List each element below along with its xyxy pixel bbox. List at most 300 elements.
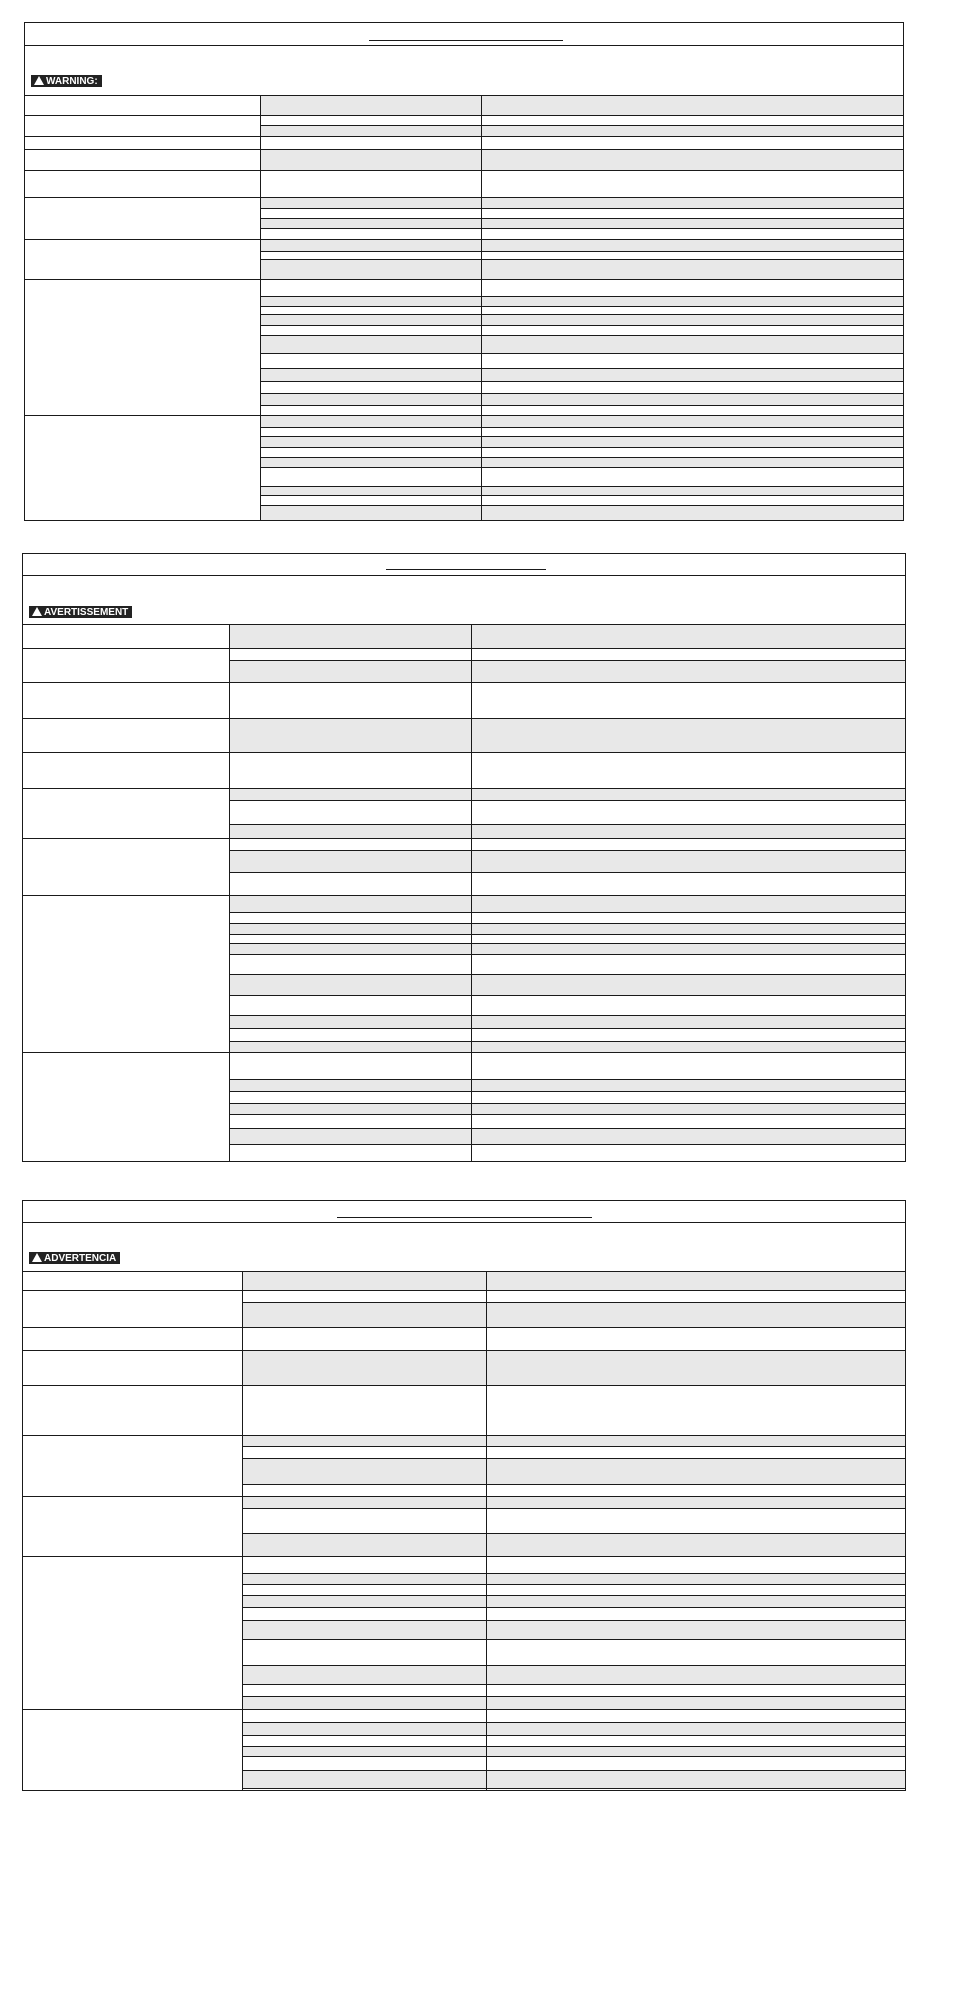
table-row: [260, 136, 903, 149]
troubleshooting-table-spanish: [22, 1200, 906, 1791]
cell-cause: [260, 336, 481, 353]
table-row: [242, 1484, 905, 1496]
cell-solution: [486, 1771, 905, 1788]
table-row: [260, 208, 903, 218]
cell-cause: [229, 944, 471, 954]
cell-solution: [481, 487, 903, 495]
cell-cause: [242, 1640, 486, 1665]
cell-solution: [481, 280, 903, 296]
table-title-row: [23, 554, 905, 576]
cell-solution: [471, 996, 905, 1015]
cell-solution: [481, 458, 903, 467]
table-row: [260, 393, 903, 405]
problem-cell: [23, 1350, 242, 1385]
cell-solution: [471, 839, 905, 850]
cell-cause: [260, 150, 481, 170]
cell-solution: [481, 229, 903, 239]
cell-cause: [229, 1104, 471, 1114]
table-row: [242, 1385, 905, 1435]
table-row: [229, 1028, 905, 1041]
cell-cause: [229, 851, 471, 872]
header-cell-solution: [471, 625, 905, 648]
table-row: [242, 1735, 905, 1746]
table-row: [242, 1584, 905, 1595]
warning-label: ADVERTENCIA: [44, 1253, 117, 1264]
header-cell-problem: [25, 96, 260, 115]
cell-cause: [260, 280, 481, 296]
cell-solution: [481, 437, 903, 447]
cell-solution: [481, 326, 903, 335]
cell-solution: [481, 369, 903, 381]
table-row: [260, 149, 903, 170]
table-row: [260, 335, 903, 353]
cell-cause: [242, 1710, 486, 1722]
cell-solution: [471, 924, 905, 934]
cell-cause: [242, 1351, 486, 1385]
header-cell-solution: [486, 1272, 905, 1290]
cell-solution: [486, 1447, 905, 1458]
table-row: [229, 824, 905, 838]
table-row: [260, 427, 903, 436]
header-cell-problem: [23, 625, 229, 648]
table-row: [242, 1684, 905, 1696]
cell-solution: [471, 873, 905, 895]
table-row: [260, 296, 903, 306]
cell-solution: [481, 315, 903, 325]
cell-cause: [242, 1497, 486, 1508]
cell-solution: [486, 1640, 905, 1665]
table-row: [260, 125, 903, 136]
cell-cause: [229, 935, 471, 943]
header-cell-problem: [23, 1272, 242, 1290]
table-row: [260, 314, 903, 325]
cell-cause: [229, 683, 471, 718]
cell-solution: [471, 1145, 905, 1161]
cell-cause: [229, 1029, 471, 1041]
table-row: [260, 325, 903, 335]
table-row: [229, 895, 905, 912]
problem-cell: [25, 197, 260, 239]
problem-cell: [23, 1385, 242, 1435]
cell-cause: [242, 1666, 486, 1684]
table-header-row: [25, 95, 903, 115]
header-cell-solution: [481, 96, 903, 115]
table-row: [260, 495, 903, 505]
problem-cell: [23, 1290, 242, 1327]
cell-cause: [242, 1585, 486, 1595]
cell-solution: [486, 1497, 905, 1508]
problem-cell: [25, 239, 260, 279]
table-row: [229, 1144, 905, 1161]
cell-cause: [260, 428, 481, 436]
table-row: [242, 1458, 905, 1484]
table-row: [260, 405, 903, 415]
cell-solution: [471, 896, 905, 912]
table-row: [260, 239, 903, 251]
cell-cause: [229, 1080, 471, 1091]
cell-solution: [471, 1016, 905, 1028]
cell-cause: [229, 649, 471, 660]
cell-solution: [486, 1557, 905, 1573]
cell-solution: [486, 1747, 905, 1756]
cell-cause: [229, 1145, 471, 1161]
table-row: [229, 974, 905, 995]
table-row: [229, 912, 905, 923]
warning-triangle-icon: [34, 76, 44, 85]
cell-solution: [481, 219, 903, 228]
cell-solution: [471, 851, 905, 872]
problem-cell: [23, 752, 229, 788]
cell-cause: [229, 996, 471, 1015]
cell-cause: [242, 1534, 486, 1556]
table-row: [242, 1709, 905, 1722]
cell-cause: [229, 839, 471, 850]
warning-label: WARNING:: [46, 76, 98, 87]
cell-solution: [486, 1585, 905, 1595]
table-row: [260, 228, 903, 239]
problem-cell: [25, 136, 260, 149]
cell-cause: [260, 354, 481, 368]
problem-cell: [25, 279, 260, 415]
cell-solution: [481, 382, 903, 393]
table-row: [229, 800, 905, 824]
cell-solution: [481, 240, 903, 251]
table-row: [229, 660, 905, 682]
cell-solution: [481, 336, 903, 353]
table-row: [260, 306, 903, 314]
cell-solution: [471, 789, 905, 800]
table-row: [242, 1665, 905, 1684]
table-row: [260, 447, 903, 457]
cell-solution: [486, 1596, 905, 1607]
table-row: [229, 1052, 905, 1079]
cell-solution: [481, 416, 903, 427]
cell-cause: [242, 1608, 486, 1620]
cell-cause: [229, 1092, 471, 1103]
cell-cause: [242, 1723, 486, 1735]
cell-solution: [481, 468, 903, 486]
cell-cause: [242, 1303, 486, 1327]
cell-cause: [242, 1485, 486, 1496]
table-row: [242, 1350, 905, 1385]
cell-cause: [229, 825, 471, 838]
problem-cell: [23, 1556, 242, 1709]
cell-cause: [260, 126, 481, 136]
table-row: [260, 115, 903, 125]
cell-solution: [486, 1697, 905, 1709]
title-underline: [369, 40, 563, 41]
table-row: [229, 648, 905, 660]
cell-solution: [481, 116, 903, 125]
cell-solution: [486, 1621, 905, 1639]
problem-cell: [23, 838, 229, 895]
table-row: [260, 381, 903, 393]
table-row: [242, 1746, 905, 1756]
cell-cause: [229, 789, 471, 800]
cell-solution: [486, 1303, 905, 1327]
cell-solution: [486, 1736, 905, 1746]
cell-solution: [471, 1042, 905, 1052]
table-row: [229, 943, 905, 954]
cell-solution: [486, 1534, 905, 1556]
cell-solution: [471, 801, 905, 824]
cell-solution: [471, 683, 905, 718]
cell-solution: [481, 198, 903, 208]
cell-solution: [471, 975, 905, 995]
table-row: [260, 436, 903, 447]
problem-cell: [25, 149, 260, 170]
table-row: [260, 457, 903, 467]
table-row: [260, 467, 903, 486]
cell-cause: [242, 1736, 486, 1746]
cell-cause: [260, 209, 481, 218]
table-row: [229, 954, 905, 974]
cell-cause: [260, 506, 481, 520]
table-row: [229, 682, 905, 718]
cell-solution: [486, 1608, 905, 1620]
cell-cause: [260, 496, 481, 505]
cell-cause: [242, 1757, 486, 1770]
cell-solution: [481, 307, 903, 314]
warning-badge: [29, 1252, 120, 1264]
cell-cause: [229, 719, 471, 752]
problem-cell: [23, 648, 229, 682]
problem-cell: [23, 1435, 242, 1496]
warning-badge: [29, 606, 132, 618]
cell-cause: [242, 1596, 486, 1607]
cell-cause: [260, 219, 481, 228]
cell-solution: [481, 506, 903, 520]
warning-badge: [31, 75, 102, 87]
cell-solution: [471, 913, 905, 923]
cell-cause: [260, 382, 481, 393]
cell-cause: [260, 307, 481, 314]
cell-cause: [229, 661, 471, 682]
cell-cause: [260, 198, 481, 208]
table-row: [229, 788, 905, 800]
warning-triangle-icon: [32, 1253, 42, 1262]
table-row: [229, 1079, 905, 1091]
table-row: [260, 170, 903, 197]
cell-solution: [486, 1723, 905, 1735]
problem-cell: [25, 415, 260, 520]
cell-cause: [260, 326, 481, 335]
header-cell-cause: [260, 96, 481, 115]
cell-cause: [242, 1509, 486, 1533]
cell-solution: [471, 649, 905, 660]
cell-solution: [471, 1104, 905, 1114]
cell-cause: [229, 1042, 471, 1052]
cell-solution: [471, 935, 905, 943]
cell-cause: [260, 171, 481, 197]
cell-solution: [481, 297, 903, 306]
table-row: [229, 850, 905, 872]
cell-solution: [481, 354, 903, 368]
table-title-row: [25, 23, 903, 46]
cell-solution: [481, 406, 903, 415]
cell-solution: [481, 448, 903, 457]
table-row: [242, 1595, 905, 1607]
cell-cause: [242, 1574, 486, 1584]
problem-cell: [25, 115, 260, 136]
table-row: [260, 251, 903, 259]
table-row: [260, 218, 903, 228]
table-row: [242, 1446, 905, 1458]
table-row: [242, 1696, 905, 1709]
table-row: [242, 1770, 905, 1788]
cell-solution: [481, 209, 903, 218]
cell-solution: [486, 1436, 905, 1446]
problem-cell: [25, 170, 260, 197]
cell-cause: [260, 458, 481, 467]
cell-solution: [486, 1386, 905, 1435]
cell-cause: [260, 315, 481, 325]
cell-cause: [260, 416, 481, 427]
cell-solution: [471, 1129, 905, 1144]
cell-solution: [486, 1459, 905, 1484]
cell-solution: [486, 1574, 905, 1584]
cell-cause: [260, 229, 481, 239]
header-cell-cause: [242, 1272, 486, 1290]
cell-cause: [242, 1436, 486, 1446]
table-row: [260, 259, 903, 279]
cell-solution: [471, 719, 905, 752]
problem-cell: [23, 682, 229, 718]
table-row: [260, 197, 903, 208]
table-row: [242, 1573, 905, 1584]
cell-cause: [229, 896, 471, 912]
table-row: [242, 1508, 905, 1533]
cell-cause: [229, 1129, 471, 1144]
warning-triangle-icon: [32, 607, 42, 616]
cell-solution: [486, 1328, 905, 1350]
table-row: [229, 718, 905, 752]
table-row: [260, 353, 903, 368]
cell-solution: [471, 825, 905, 838]
header-cell-cause: [229, 625, 471, 648]
cell-cause: [260, 252, 481, 259]
table-row: [260, 279, 903, 296]
table-row: [229, 923, 905, 934]
table-row: [242, 1788, 905, 1790]
cell-solution: [471, 944, 905, 954]
cell-cause: [260, 297, 481, 306]
table-row: [229, 934, 905, 943]
cell-cause: [260, 406, 481, 415]
cell-cause: [260, 448, 481, 457]
cell-solution: [486, 1509, 905, 1533]
table-row: [229, 838, 905, 850]
cell-solution: [481, 150, 903, 170]
cell-solution: [471, 1053, 905, 1079]
table-row: [242, 1533, 905, 1556]
cell-cause: [242, 1697, 486, 1709]
cell-solution: [471, 1080, 905, 1091]
table-row: [229, 1114, 905, 1128]
table-row: [242, 1756, 905, 1770]
cell-cause: [260, 369, 481, 381]
cell-solution: [471, 1029, 905, 1041]
cell-solution: [481, 137, 903, 149]
cell-cause: [260, 240, 481, 251]
cell-solution: [471, 955, 905, 974]
cell-cause: [229, 873, 471, 895]
cell-solution: [486, 1757, 905, 1770]
cell-cause: [242, 1447, 486, 1458]
cell-cause: [260, 137, 481, 149]
cell-cause: [229, 924, 471, 934]
cell-solution: [471, 661, 905, 682]
problem-cell: [23, 895, 229, 1052]
table-row: [229, 1128, 905, 1144]
cell-solution: [481, 126, 903, 136]
problem-cell: [23, 1052, 229, 1161]
table-row: [242, 1620, 905, 1639]
cell-solution: [481, 260, 903, 279]
cell-cause: [229, 913, 471, 923]
table-row: [260, 368, 903, 381]
table-title-row: [23, 1201, 905, 1223]
cell-cause: [242, 1747, 486, 1756]
cell-cause: [229, 955, 471, 974]
cell-solution: [481, 252, 903, 259]
cell-cause: [242, 1771, 486, 1788]
cell-cause: [242, 1789, 486, 1790]
table-row: [229, 1103, 905, 1114]
cell-cause: [260, 260, 481, 279]
table-row: [242, 1435, 905, 1446]
cell-cause: [260, 468, 481, 486]
table-row: [229, 1091, 905, 1103]
problem-cell: [23, 1709, 242, 1790]
cell-solution: [486, 1485, 905, 1496]
cell-cause: [229, 1053, 471, 1079]
cell-cause: [242, 1621, 486, 1639]
cell-solution: [481, 394, 903, 405]
cell-cause: [242, 1386, 486, 1435]
cell-solution: [481, 496, 903, 505]
cell-solution: [481, 428, 903, 436]
table-row: [242, 1290, 905, 1302]
title-underline: [386, 569, 546, 570]
table-row: [260, 505, 903, 520]
table-row: [229, 752, 905, 788]
table-row: [260, 415, 903, 427]
table-row: [242, 1639, 905, 1665]
table-header-row: [23, 624, 905, 648]
troubleshooting-table-english: [24, 22, 904, 521]
cell-cause: [229, 801, 471, 824]
cell-solution: [486, 1291, 905, 1302]
cell-solution: [471, 753, 905, 788]
cell-solution: [486, 1685, 905, 1696]
table-row: [229, 995, 905, 1015]
table-row: [242, 1302, 905, 1327]
cell-cause: [260, 487, 481, 495]
cell-cause: [229, 753, 471, 788]
cell-solution: [471, 1092, 905, 1103]
table-row: [242, 1607, 905, 1620]
table-row: [242, 1722, 905, 1735]
problem-cell: [23, 1327, 242, 1350]
table-row: [229, 872, 905, 895]
cell-cause: [242, 1291, 486, 1302]
cell-cause: [229, 1016, 471, 1028]
table-row: [229, 1041, 905, 1052]
cell-cause: [229, 975, 471, 995]
table-row: [260, 486, 903, 495]
problem-cell: [23, 718, 229, 752]
